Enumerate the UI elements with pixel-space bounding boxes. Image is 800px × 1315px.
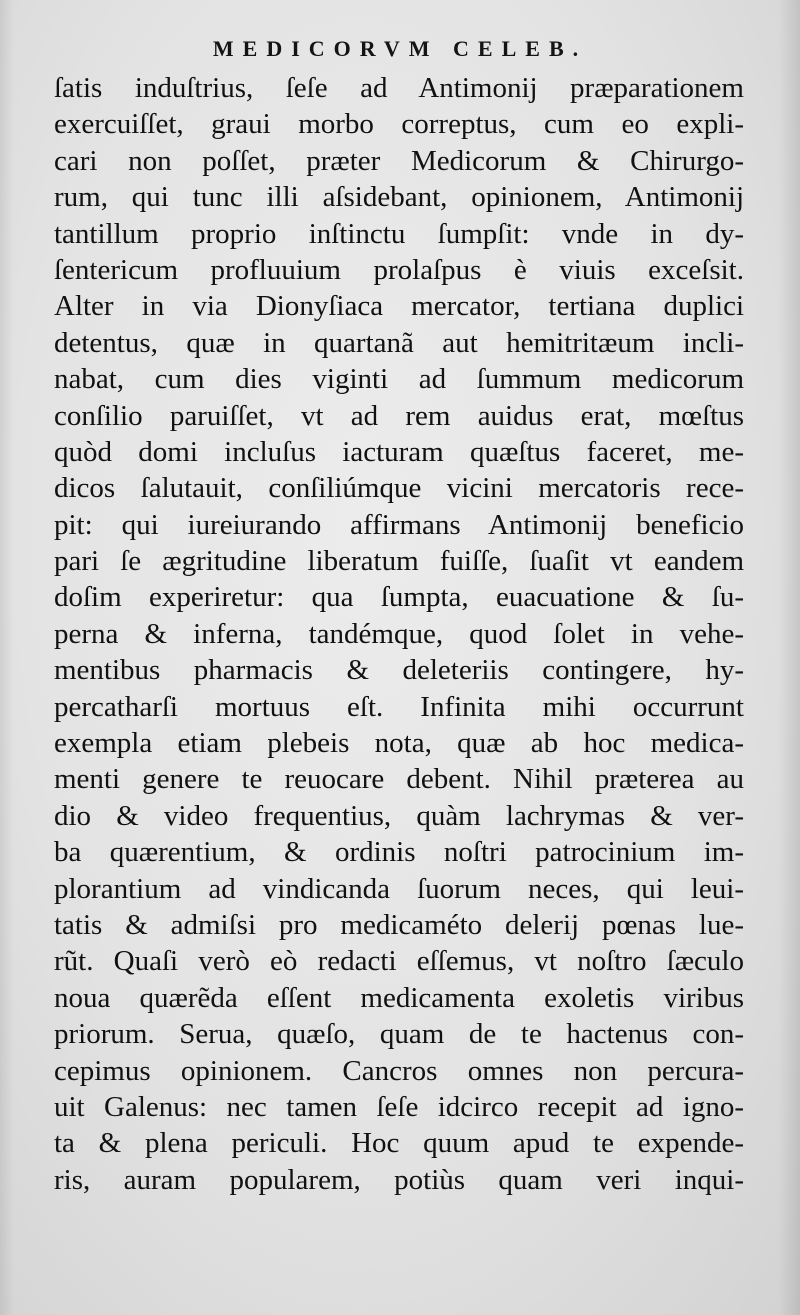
page-left-shadow	[0, 0, 14, 1315]
text-line: exempla etiam plebeis nota, quæ ab hoc medica-	[54, 727, 744, 760]
text-line: priorum. Serua, quæſo, quam de te hactenus con-	[54, 1018, 744, 1051]
text-line: ris, auram popularem, potiùs quam veri inqui-	[54, 1163, 744, 1196]
text-line: rũt. Quaſi verò eò redacti eſſemus, vt noſtro ſæculo	[54, 945, 744, 978]
text-line: mentibus pharmacis & deleteriis contingere, hy-	[54, 654, 744, 687]
text-line: tatis & admiſsi pro medicaméto delerij pœnas lue-	[54, 908, 744, 941]
text-line: dicos ſalutauit, conſiliúmque vicini mercatoris rece-	[54, 472, 744, 505]
text-line: uit Galenus: nec tamen ſeſe idcirco recepit ad igno-	[54, 1090, 744, 1123]
text-line: conſilio paruiſſet, vt ad rem auidus erat, mœſtus	[54, 399, 744, 432]
text-line: ta & plena periculi. Hoc quum apud te expende-	[54, 1127, 744, 1160]
text-line: nabat, cum dies viginti ad ſummum medicorum	[54, 363, 744, 396]
text-line: exercuiſſet, graui morbo correptus, cum eo expli-	[54, 108, 744, 141]
text-line: percatharſi mortuus eſt. Infinita mihi occurrunt	[54, 690, 744, 723]
text-line: cepimus opinionem. Cancros omnes non percura-	[54, 1054, 744, 1087]
text-line: menti genere te reuocare debent. Nihil præterea au	[54, 763, 744, 796]
body-text	[54, 70, 744, 1198]
text-line: detentus, quæ in quartanã aut hemitritæum incli-	[54, 326, 744, 359]
text-line: rum, qui tunc illi aſsidebant, opinionem, Antimonij	[54, 181, 744, 214]
text-line: pit: qui iureiurando affirmans Antimonij beneficio	[54, 508, 744, 541]
page-right-shadow	[778, 0, 800, 1315]
text-line: quòd domi incluſus iacturam quæſtus faceret, me-	[54, 435, 744, 468]
text-line: ba quærentium, & ordinis noſtri patrocinium im-	[54, 836, 744, 869]
text-line: noua quærẽda eſſent medicamenta exoletis viribus	[54, 981, 744, 1014]
text-line: doſim experiretur: qua ſumpta, euacuatione & ſu-	[54, 581, 744, 614]
text-line: perna & inferna, tandémque, quod ſolet in vehe-	[54, 617, 744, 650]
text-line: ſentericum profluuium prolaſpus è viuis exceſsit.	[54, 253, 744, 286]
text-line: pari ſe ægritudine liberatum fuiſſe, ſuaſit vt eandem	[54, 545, 744, 578]
running-head: MEDICORVM CELEB.	[212, 36, 588, 61]
text-line: tantillum proprio inſtinctu ſumpſit: vnde in dy-	[54, 217, 744, 250]
text-line: cari non poſſet, præter Medicorum & Chirurgo-	[54, 144, 744, 177]
text-line: ſatis induſtrius, ſeſe ad Antimonij præparationem	[54, 72, 744, 104]
text-line: Alter in via Dionyſiaca mercator, tertiana duplici	[54, 290, 744, 323]
text-line: dio & video frequentius, quàm lachrymas & ver-	[54, 799, 744, 832]
text-line: plorantium ad vindicanda ſuorum neces, qui leui-	[54, 872, 744, 905]
